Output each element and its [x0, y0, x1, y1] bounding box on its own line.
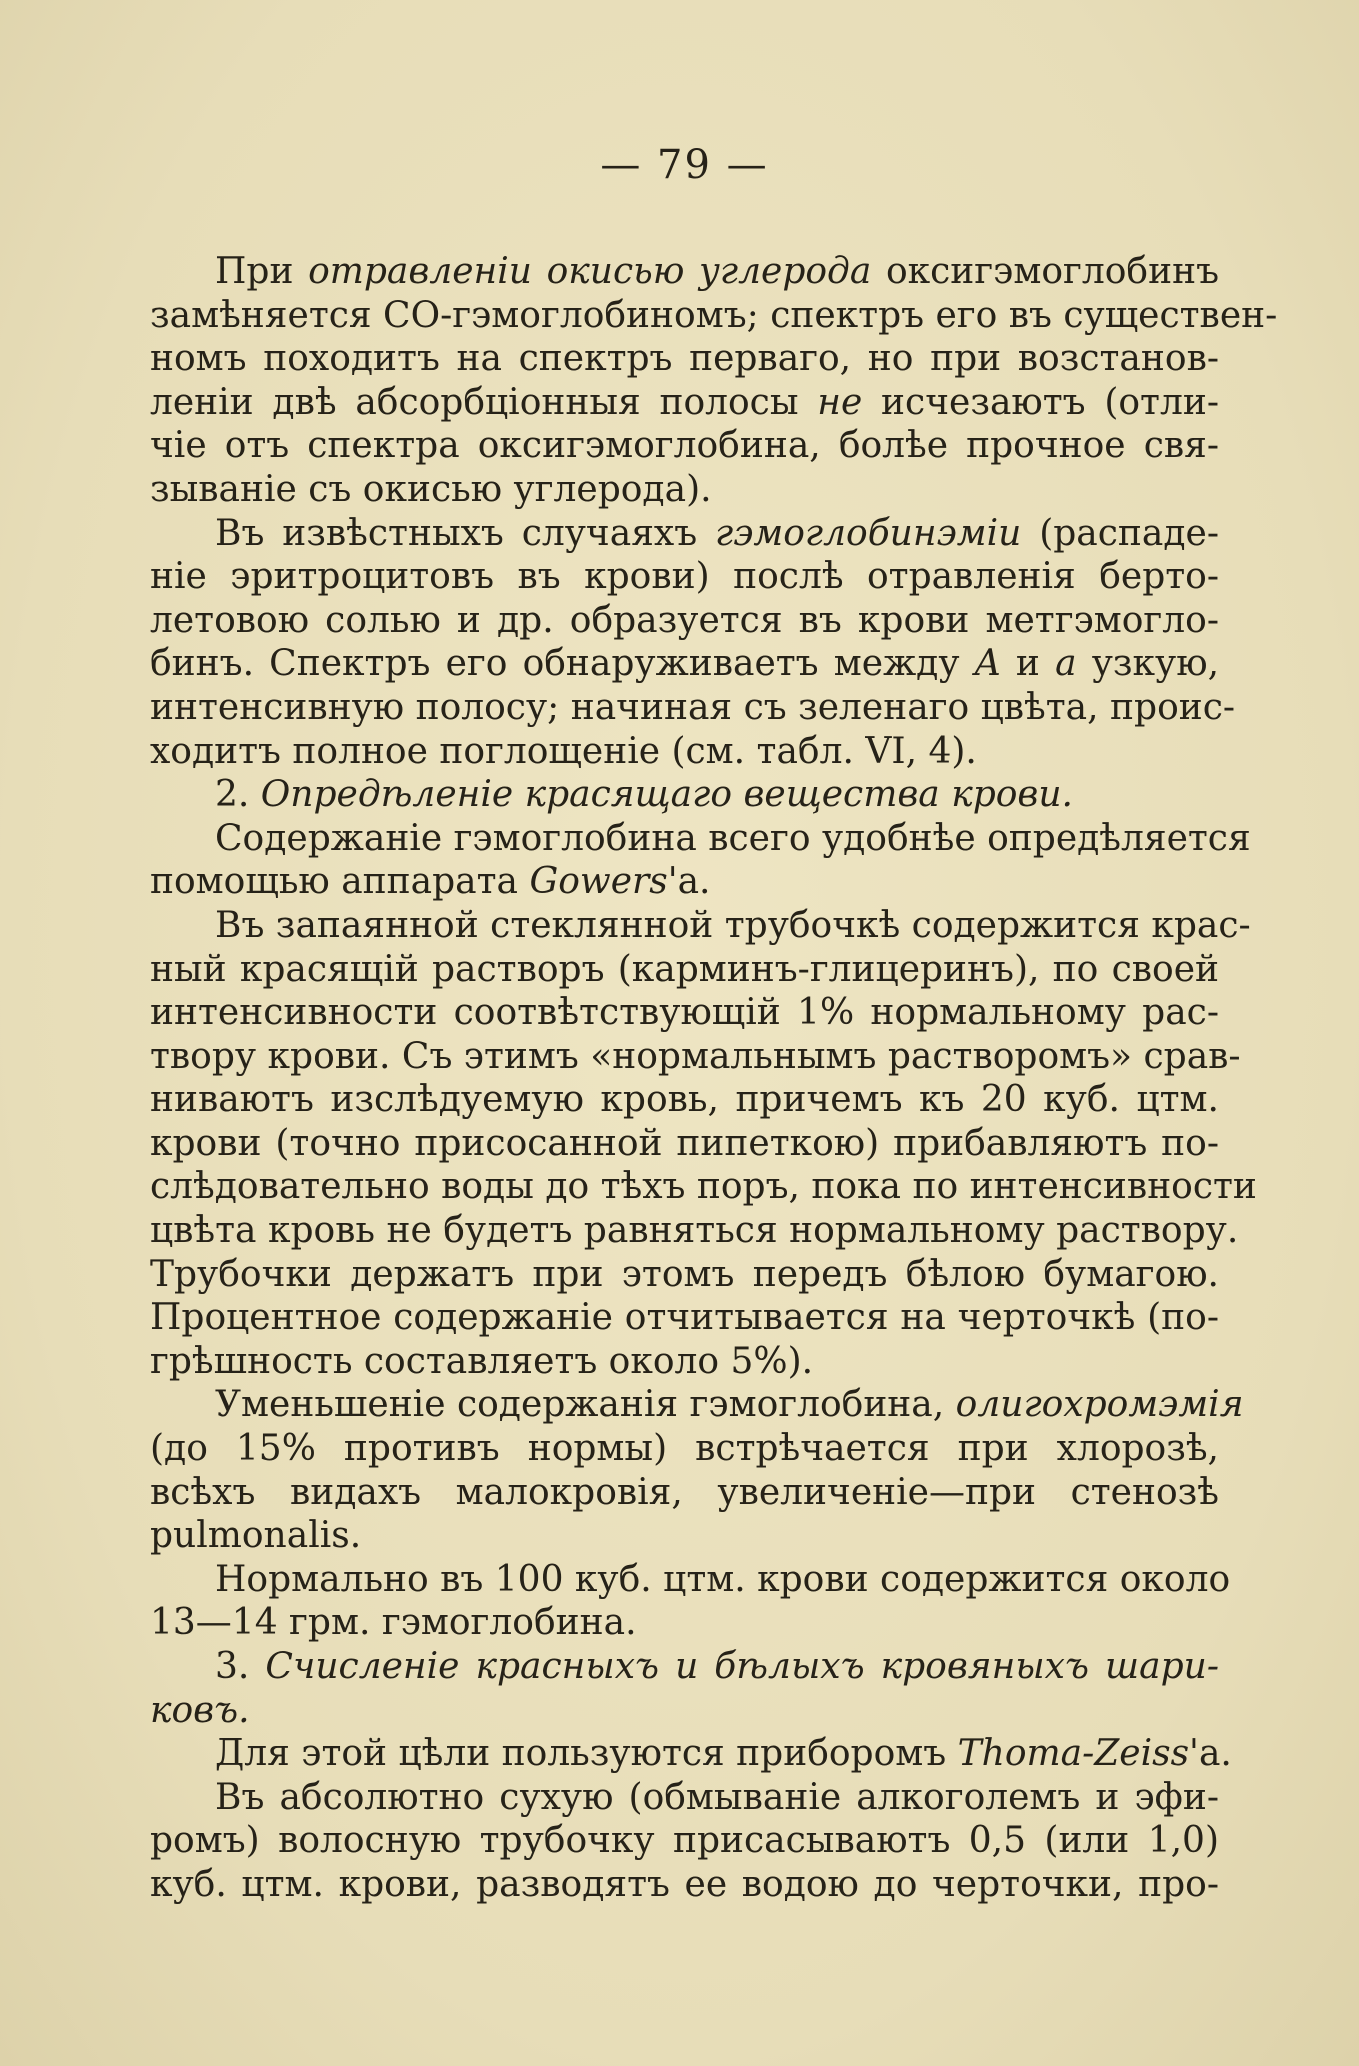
- italic-text: олигохромэмія: [955, 1384, 1244, 1426]
- text-run: номъ походитъ на спектръ перваго, но при возстанов-: [150, 338, 1219, 380]
- text-run: 2.: [215, 774, 261, 816]
- text-run: интенсивную полосу; начиная съ зеленаго цвѣта, проис-: [150, 686, 1236, 728]
- text-run: При: [215, 251, 309, 292]
- text-run: и: [1000, 643, 1056, 685]
- text-run: 'а.: [667, 861, 711, 903]
- text-line: [150, 1340, 1219, 1384]
- text-run: Процентное содержаніе отчитывается на черточкѣ (по-: [150, 1297, 1219, 1339]
- text-run: помощью аппарата: [150, 861, 530, 903]
- text-line: [150, 1732, 1232, 1776]
- text-run: слѣдовательно воды до тѣхъ поръ, пока по интенсивности: [150, 1166, 1257, 1208]
- text-run: куб. цтм. крови, разводятъ ее водою до черточки, про-: [150, 1863, 1219, 1905]
- text-run: Въ извѣстныхъ случаяхъ: [215, 512, 716, 554]
- text-run: цвѣта кровь не будетъ равняться нормальному раствору.: [150, 1210, 1239, 1252]
- text-line: [150, 599, 1219, 643]
- text-run: ромъ) волосную трубочку присасываютъ 0,5 (или 1,0): [150, 1820, 1219, 1862]
- text-run: бинъ. Спектръ его обнаруживаетъ между: [150, 643, 975, 685]
- text-run: исчезаютъ (отли-: [862, 381, 1219, 423]
- text-line: [150, 468, 1219, 512]
- text-line: [150, 1253, 1219, 1297]
- text-line: [150, 642, 1219, 686]
- italic-text: Счисленіе красныхъ и бѣлыхъ кровяныхъ шари-: [265, 1646, 1219, 1687]
- text-line: [150, 1035, 1241, 1079]
- text-line: [150, 381, 1219, 425]
- text-run: 13—14 грм. гэмоглобина.: [150, 1602, 637, 1644]
- italic-text: Thoma-Zeiss: [957, 1733, 1190, 1775]
- text-run: зываніе съ окисью углерода).: [150, 468, 712, 510]
- text-line: [150, 686, 1236, 730]
- text-run: Трубочки держатъ при этомъ передъ бѣлою бумагою.: [150, 1253, 1219, 1295]
- text-run: узкую,: [1076, 643, 1220, 685]
- text-line: [150, 1601, 1219, 1645]
- text-line: [150, 991, 1219, 1035]
- text-line: [150, 1122, 1219, 1166]
- text-line: [150, 1645, 1219, 1689]
- text-line: [150, 773, 1219, 817]
- text-run: 3.: [215, 1646, 266, 1687]
- text-run: pulmonalis.: [150, 1515, 362, 1557]
- text-run: замѣняется СО-гэмоглобиномъ; спектръ его въ существен-: [150, 294, 1278, 336]
- text-run: оксигэмоглобинъ: [871, 251, 1219, 292]
- italic-text: гэмоглобинэміи: [715, 512, 1022, 554]
- text-run: ный красящій растворъ (карминъ-глицеринъ), по своей: [150, 948, 1219, 990]
- text-run: Содержаніе гэмоглобина всего удобнѣе опредѣляется: [215, 817, 1251, 859]
- text-line: [150, 512, 1219, 556]
- text-line: [150, 860, 1219, 904]
- text-run: крови (точно присосанной пипеткою) прибавляютъ по-: [150, 1122, 1219, 1164]
- text-run: 'а.: [1189, 1733, 1232, 1775]
- page-number: — 79 —: [600, 142, 769, 188]
- text-run: летовою солью и др. образуется въ крови метгэмогло-: [150, 599, 1219, 641]
- text-line: [150, 817, 1251, 861]
- italic-text: a: [1055, 643, 1077, 685]
- text-line: [150, 1558, 1231, 1602]
- italic-text: отравленіи окисью углерода: [308, 251, 872, 292]
- text-line: [150, 424, 1219, 468]
- text-run: твору крови. Съ этимъ «нормальнымъ растворомъ» срав-: [150, 1035, 1241, 1077]
- text-line: [150, 1296, 1219, 1340]
- text-run: всѣхъ видахъ малокровія, увеличеніе—при стенозѣ: [150, 1471, 1219, 1513]
- text-run: Уменьшеніе содержанія гэмоглобина,: [215, 1384, 956, 1426]
- text-run: (до 15% противъ нормы) встрѣчается при хлорозѣ,: [150, 1428, 1219, 1470]
- text-line: [150, 1078, 1219, 1122]
- text-line: [150, 948, 1219, 992]
- text-line: [150, 250, 1219, 294]
- text-run: интенсивности соотвѣтствующій 1% нормальному рас-: [150, 992, 1219, 1034]
- text-run: ходитъ полное поглощеніе (см. табл. VI, 4).: [150, 730, 977, 772]
- text-line: [150, 1514, 1219, 1558]
- text-run: Для этой цѣли пользуются приборомъ: [215, 1733, 958, 1775]
- text-line: [150, 1383, 1244, 1427]
- text-run: ніе эритроцитовъ въ крови) послѣ отравленія берто-: [150, 556, 1219, 598]
- text-run: ниваютъ изслѣдуемую кровь, причемъ къ 20 куб. цтм.: [150, 1079, 1219, 1121]
- body-text: [150, 250, 1278, 1907]
- text-run: леніи двѣ абсорбціонныя полосы: [150, 381, 818, 423]
- text-line: [150, 730, 1219, 774]
- text-run: Въ запаянной стеклянной трубочкѣ содержится крас-: [215, 904, 1251, 946]
- italic-text: не: [817, 381, 863, 423]
- text-line: [150, 1427, 1219, 1471]
- text-line: [150, 1776, 1219, 1820]
- text-run: Нормально въ 100 куб. цтм. крови содержится около: [215, 1558, 1231, 1600]
- text-line: [150, 1863, 1219, 1907]
- text-line: [150, 337, 1219, 381]
- italic-text: A: [974, 643, 1001, 685]
- text-line: [150, 294, 1278, 338]
- text-line: [150, 1471, 1219, 1515]
- text-line: [150, 1209, 1239, 1253]
- text-line: [150, 1689, 1219, 1733]
- italic-text: Опредѣленіе красящаго вещества крови.: [260, 774, 1073, 816]
- text-run: грѣшность составляетъ около 5%).: [150, 1340, 814, 1382]
- text-line: [150, 904, 1251, 948]
- text-run: чіе отъ спектра оксигэмоглобина, болѣе прочное свя-: [150, 425, 1219, 467]
- italic-text: ковъ.: [150, 1689, 250, 1731]
- text-run: Въ абсолютно сухую (обмываніе алкоголемъ и эфи-: [215, 1776, 1219, 1818]
- text-line: [150, 555, 1219, 599]
- italic-text: Gowers: [529, 861, 668, 903]
- text-line: [150, 1165, 1257, 1209]
- text-run: (распаде-: [1021, 512, 1219, 554]
- text-line: [150, 1819, 1219, 1863]
